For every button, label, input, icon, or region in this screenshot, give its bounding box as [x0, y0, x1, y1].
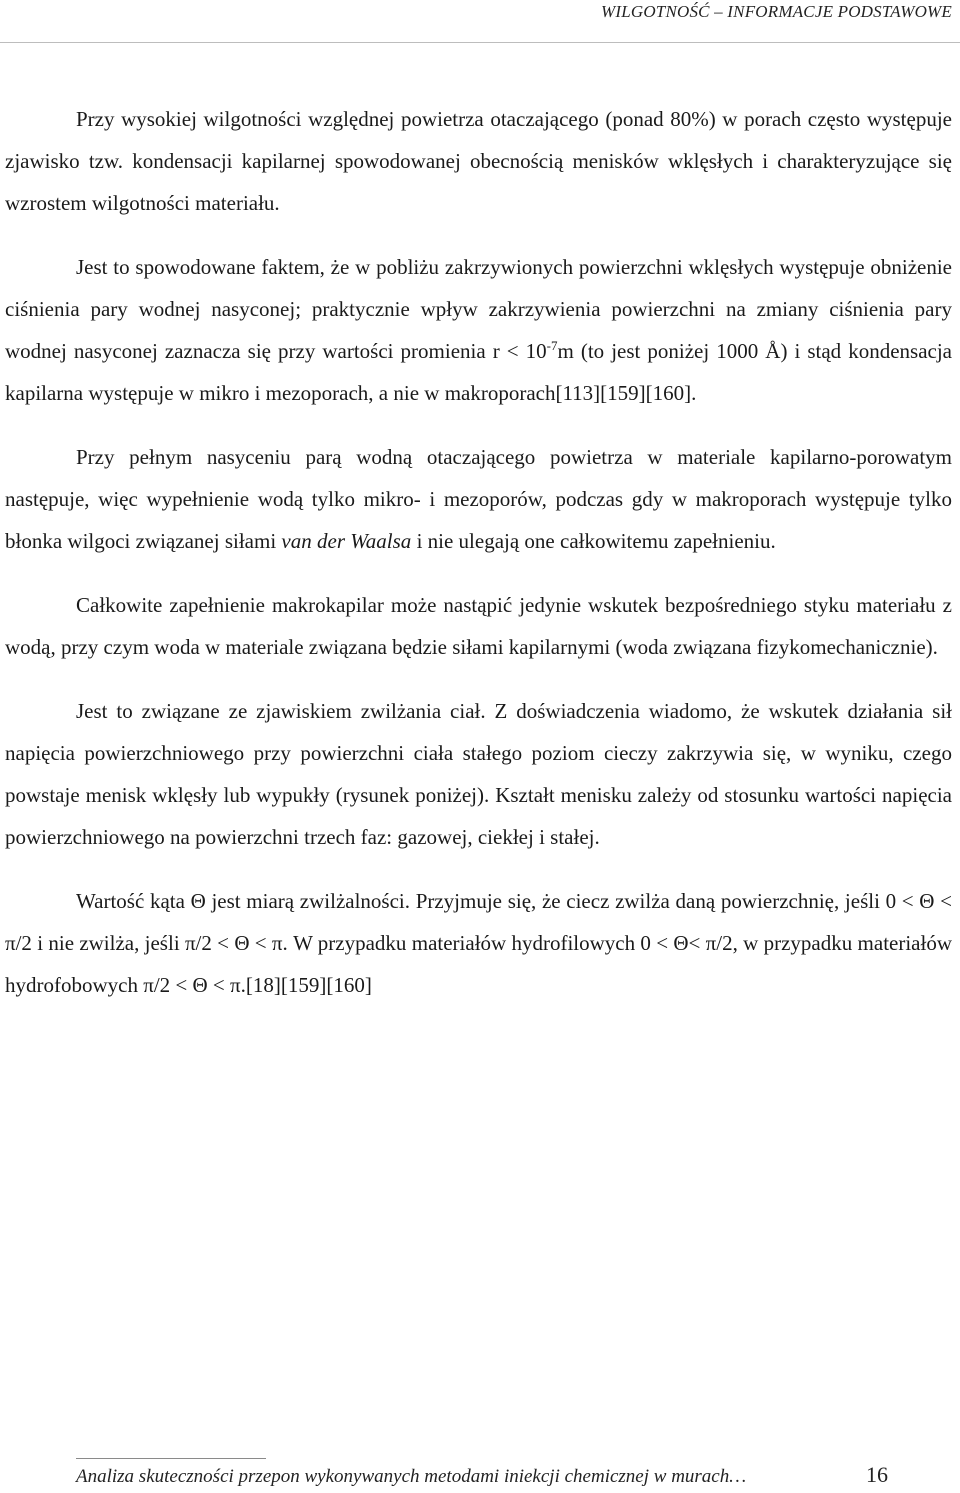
paragraph-3	[5, 436, 952, 562]
paragraph-2-text-b: m (to jest poniżej 1000 Å) i stąd kondensacja kapilarna występuje w mikro i mezoporach, a nie w makroporach[113][159][160].	[5, 339, 953, 405]
paragraph-5: Jest to związane ze zjawiskiem zwilżania ciał. Z doświadczenia wiadomo, że wskutek działania sił napięcia powierzchniowego przy powierzchni ciała stałego poziom cieczy zakrzywia się, w wyniku, czego powstaje menisk wklęsły lub wypukły (rysunek poniżej). Kształt menisku zależy od stosunku wartości napięcia powierzchniowego na powierzchni trzech faz: gazowej, ciekłej i stałej.	[5, 699, 952, 849]
paragraph-3-text-b: i nie ulegają one całkowitemu zapełnieniu.	[411, 529, 776, 553]
running-footer: Analiza skuteczności przepon wykonywanych metodami iniekcji chemicznej w murach…	[76, 1466, 747, 1487]
paragraph-2	[5, 246, 952, 414]
header-divider	[0, 42, 960, 43]
paragraph-2-text-a: Jest to spowodowane faktem, że w pobliżu zakrzywionych powierzchni wklęsłych występuje obniżenie ciśnienia pary wodnej nasyconej; praktycznie wpływ zakrzywienia powierzchni na zmiany ciśnienia pary wodnej nasyconej zaznacza się przy wartości promienia r < 10	[5, 255, 952, 363]
paragraph-6: Wartość kąta Θ jest miarą zwilżalności. Przyjmuje się, że ciecz zwilża daną powierzchnię, jeśli 0 < Θ < π/2 i nie zwilża, jeśli π/2 < Θ < π. W przypadku materiałów hydrofilowych 0 < Θ< π/2, w przypadku materiałów hydrofobowych π/2 < Θ < π.[18][159][160]	[5, 889, 952, 997]
paragraph-1: Przy wysokiej wilgotności względnej powietrza otaczającego (ponad 80%) w porach często występuje zjawisko tzw. kondensacji kapilarnej spowodowanej obecnością menisków wklęsłych i charakteryzujące się wzrostem wilgotności materiału.	[5, 107, 952, 215]
paragraph-3-text-a: Przy pełnym nasyceniu parą wodną otaczającego powietrza w materiale kapilarno-porowatym następuje, więc wypełnienie wodą tylko mikro- i mezoporów, podczas gdy w makroporach występuje tylko błonka wilgoci związanej siłami	[5, 445, 952, 553]
paragraph-4: Całkowite zapełnienie makrokapilar może nastąpić jedynie wskutek bezpośredniego styku materiału z wodą, przy czym woda w materiale związana będzie siłami kapilarnymi (woda związana fizykomechanicznie).	[5, 593, 952, 659]
footer-divider	[76, 1458, 266, 1459]
paragraph-3-italic: van der Waalsa	[281, 529, 412, 553]
page-body	[5, 98, 952, 1006]
exponent: -7	[546, 338, 558, 353]
page-number: 16	[866, 1462, 888, 1487]
running-header: WILGOTNOŚĆ – INFORMACJE PODSTAWOWE	[600, 2, 952, 21]
